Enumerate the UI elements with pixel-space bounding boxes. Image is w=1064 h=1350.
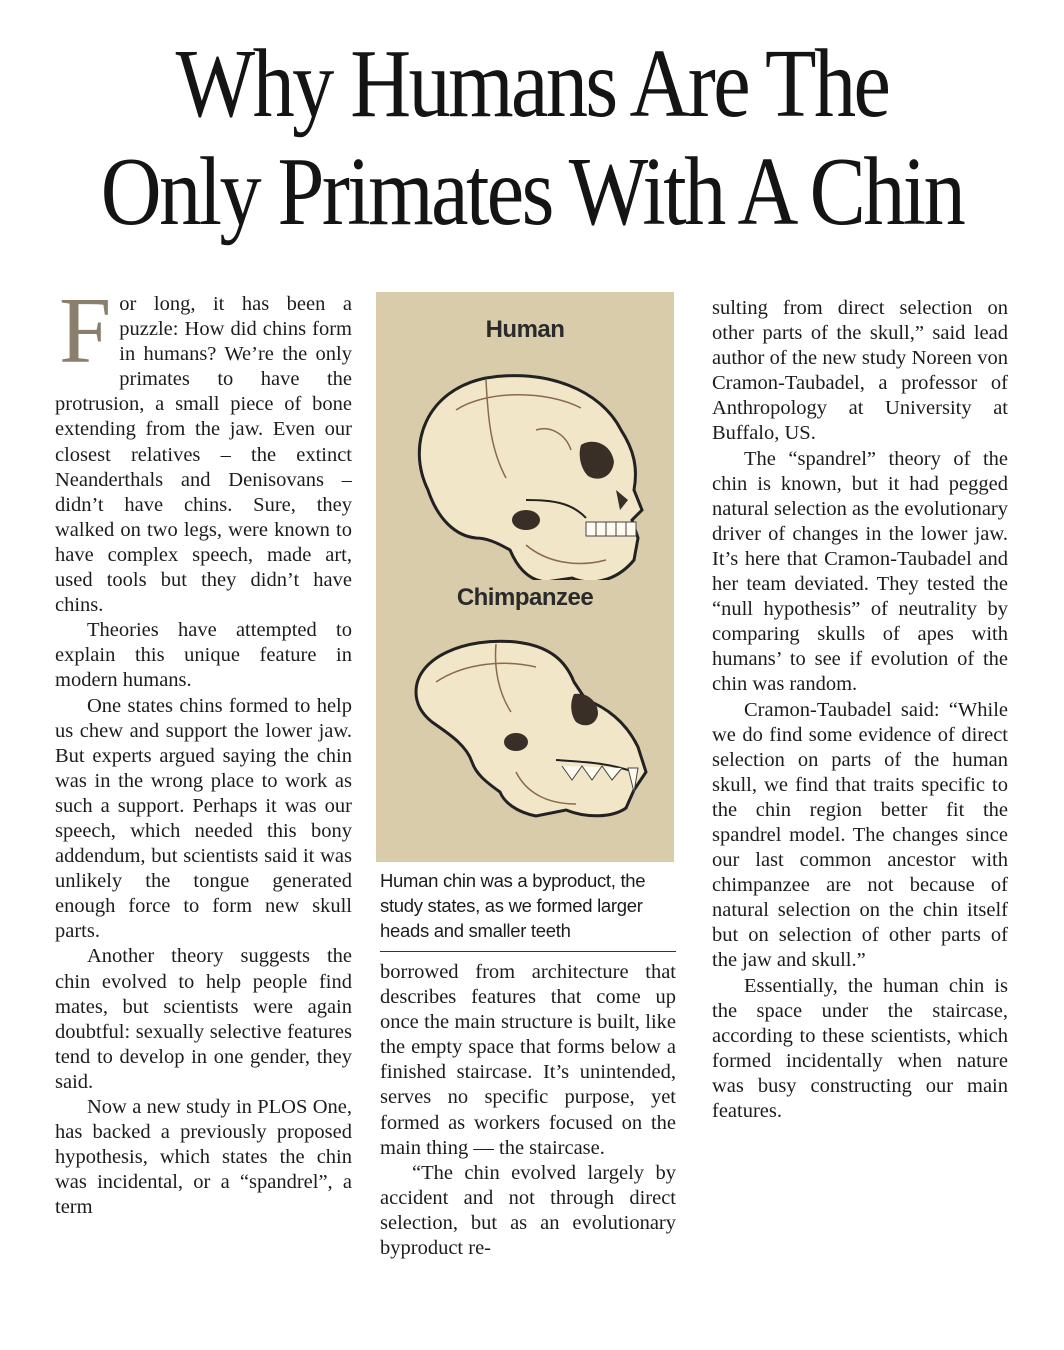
paragraph-8: sulting from direct selection on other parts of the skull,” said lead author of the new study Noreen von Cramon-Taubadel, a professor of Anthropology at University at Buffalo, US. [712,297,1008,445]
paragraph-5: Now a new study in PLOS One, has backed a previously proposed hypothesis, which states the chin was incidental, or a “spandrel”, a term [55,1096,352,1219]
paragraph-1-text: or long, it has been a puzzle: How did chins form in humans? We’re the only primates to have the protrusion, a small piece of bone extending from the jaw. Even our closest relatives – the extinct Neanderthals and Denisovans – didn’t have chins. Sure, they walked on two legs, were known to have complex speech, made art, used tools but they didn’t have chins. [55,293,352,617]
article-column-2 [380,960,676,1261]
paragraph-10: Cramon-Taubadel said: “While we do find some evidence of direct selection on parts of the human skull, we find that traits specific to the chin region better fit the spandrel model. The changes since our last common ancestor with chimpanzee are not because of natural selection on the chin itself but on selection of other parts of the jaw and skull.” [712,698,1008,972]
headline-line-1: Why Humans Are The [175,30,889,138]
human-skull-image [376,350,674,580]
chimpanzee-skull-image [376,622,674,832]
article-column-1 [55,292,352,1310]
caption-divider [380,951,676,952]
drop-cap: F [59,292,112,383]
paragraph-1 [55,292,352,618]
skull-illustration [376,292,674,862]
paragraph-2: Theories have attempted to explain this unique feature in modern humans. [55,619,352,692]
headline-line-2: Only Primates With A Chin [100,138,964,246]
paragraph-6: borrowed from architecture that describes features that come up once the main structure is built, like the empty space that forms below a finished staircase. It’s unintended, serves no specific purpose, yet formed as workers focused on the main thing — the staircase. [380,961,676,1159]
chimpanzee-label: Chimpanzee [456,584,594,611]
headline [74,30,989,246]
article-column-3 [712,296,1008,1124]
paragraph-9: The “spandrel” theory of the chin is known, but it had pegged natural selection as the evolutionary driver of changes in the lower jaw. It’s here that Cramon-Taubadel and her team deviated. They tested the “null hypothesis” of neutrality by comparing skulls of apes with humans’ to see if evolution of the chin was random. [712,447,1009,696]
paragraph-11: Essentially, the human chin is the space under the staircase, according to these scientists, which formed incidentally when nature was busy constructing our main features. [712,974,1008,1122]
paragraph-3: One states chins formed to help us chew and support the lower jaw. But experts argued saying the chin was in the wrong place to work as such a support. Perhaps it was our speech, which needed this bony addendum, but scientists said it was unlikely the tongue generated enough force to form new skull parts. [55,694,352,943]
paragraph-7: “The chin evolved largely by accident and not through direct selection, but as an evolutionary byproduct re- [380,1161,676,1260]
paragraph-4: Another theory suggests the chin evolved to help people find mates, but scientists were again doubtful: sexually selective features tend to develop in one gender, they said. [55,945,352,1093]
human-label: Human [485,316,565,343]
figure-caption: Human chin was a byproduct, the study states, as we formed larger heads and smaller teeth [380,870,646,941]
